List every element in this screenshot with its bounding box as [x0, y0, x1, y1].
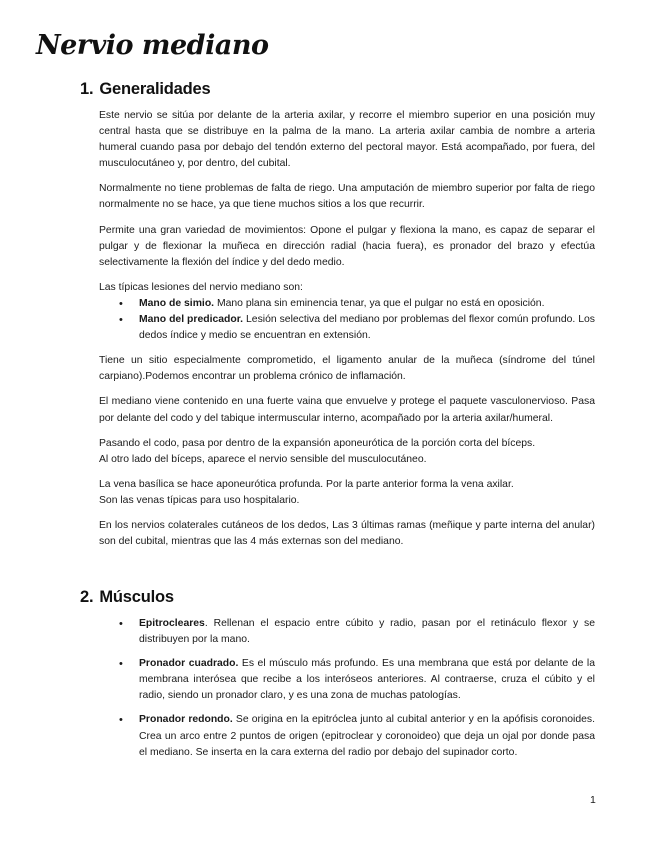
- list-item-term: Epitrocleares: [139, 618, 205, 629]
- paragraph: [99, 477, 595, 509]
- list-item: [99, 296, 595, 312]
- paragraph: [99, 436, 595, 468]
- section-heading-musculos: [80, 588, 174, 607]
- section-heading-generalidades: [80, 80, 211, 99]
- list-item-text: Mano plana sin eminencia tenar, ya que el pulgar no está en oposición.: [214, 297, 545, 309]
- line: La vena basílica se hace aponeurótica profunda. Por la parte anterior forma la vena axilar.: [99, 478, 514, 490]
- list-item-term: Pronador cuadrado.: [139, 658, 239, 670]
- list-item: [99, 712, 595, 760]
- line: Al otro lado del bíceps, aparece el nervio sensible del musculocutáneo.: [99, 453, 427, 465]
- list-item-text: Se origina en la epitróclea junto al cubital anterior y en la apófisis coronoides. Crea un arco entre 2 puntos de origen (epitroclear y coronoideo) que deja un ojal por donde pasa el mediano. Se inserta en la cara externa del radio por debajo del supinador corto.: [139, 714, 595, 758]
- section-number: 2.: [80, 588, 94, 606]
- section-body-generalidades: [99, 108, 595, 559]
- paragraph: Este nervio se sitúa por delante de la arteria axilar, y recorre el miembro superior en una posición muy central hasta que se distribuye en la palma de la mano. La arteria axilar cambia de nombre a arteria humeral cuando pasa por debajo del tendón externo del pectoral mayor. Está acompañado, por fuera, del musculocutáneo y, por dentro, del cubital.: [99, 110, 595, 170]
- lesiones-list: [99, 296, 595, 344]
- list-item: [99, 656, 595, 704]
- list-item-text: . Rellenan el espacio entre cúbito y radio, pasan por el retináculo flexor y se distribuyen por la mano.: [139, 618, 595, 646]
- section-title: Generalidades: [99, 80, 211, 98]
- list-item-term: Mano de simio.: [139, 297, 215, 309]
- list-item-text: Lesión selectiva del mediano por problemas del flexor común profundo. Los dedos índice y medio se encuentran en extensión.: [139, 314, 595, 342]
- paragraph: En los nervios colaterales cutáneos de los dedos, Las 3 últimas ramas (meñique y parte interna del anular) son del cubital, mientras que las 4 más externas son del mediano.: [99, 519, 595, 548]
- line: Pasando el codo, pasa por dentro de la expansión aponeurótica de la porción corta del bíceps.: [99, 437, 536, 449]
- list-item-term: Pronador redondo.: [139, 714, 233, 726]
- section-number: 1.: [80, 80, 94, 98]
- list-item-term: Mano del predicador.: [139, 314, 244, 326]
- list-item: [99, 312, 595, 344]
- paragraph: Tiene un sitio especialmente comprometido, el ligamento anular de la muñeca (síndrome del túnel carpiano).Podemos encontrar un problema crónico de inflamación.: [99, 355, 595, 383]
- paragraph: Normalmente no tiene problemas de falta de riego. Una amputación de miembro superior por falta de riego normalmente no se hace, ya que tiene muchos sitios a los que recurrir.: [99, 183, 595, 211]
- page-title: Nervio mediano: [36, 30, 269, 61]
- paragraph: El mediano viene contenido en una fuerte vaina que envuelve y protege el paquete vasculonervioso. Pasa por delante del codo y del tabique intermuscular interno, acompañado por la arteria axilar/humeral.: [99, 396, 595, 424]
- page-number: 1: [590, 794, 596, 806]
- list-item: [99, 616, 595, 648]
- paragraph: Las típicas lesiones del nervio mediano son:: [99, 281, 303, 293]
- list-item-text: Es el músculo más profundo. Es una membrana que está por delante de la membrana interósea que recibe a los interóseos anteriores. Al contraerse, cruza el cúbito y el radio, siendo un pronador claro, y es una zona de muchas patologías.: [139, 658, 595, 702]
- section-body-musculos: [99, 616, 595, 770]
- paragraph: Permite una gran variedad de movimientos: Opone el pulgar y flexiona la mano, es capaz de separar el pulgar y de flexionar la muñeca en dirección radial (hacia fuera), es pronador del brazo y efectúa selectivamente la flexión del índice y del dedo medio.: [99, 224, 595, 268]
- line: Son las venas típicas para uso hospitalario.: [99, 494, 300, 506]
- musculos-list: [99, 616, 595, 761]
- section-title: Músculos: [99, 588, 174, 606]
